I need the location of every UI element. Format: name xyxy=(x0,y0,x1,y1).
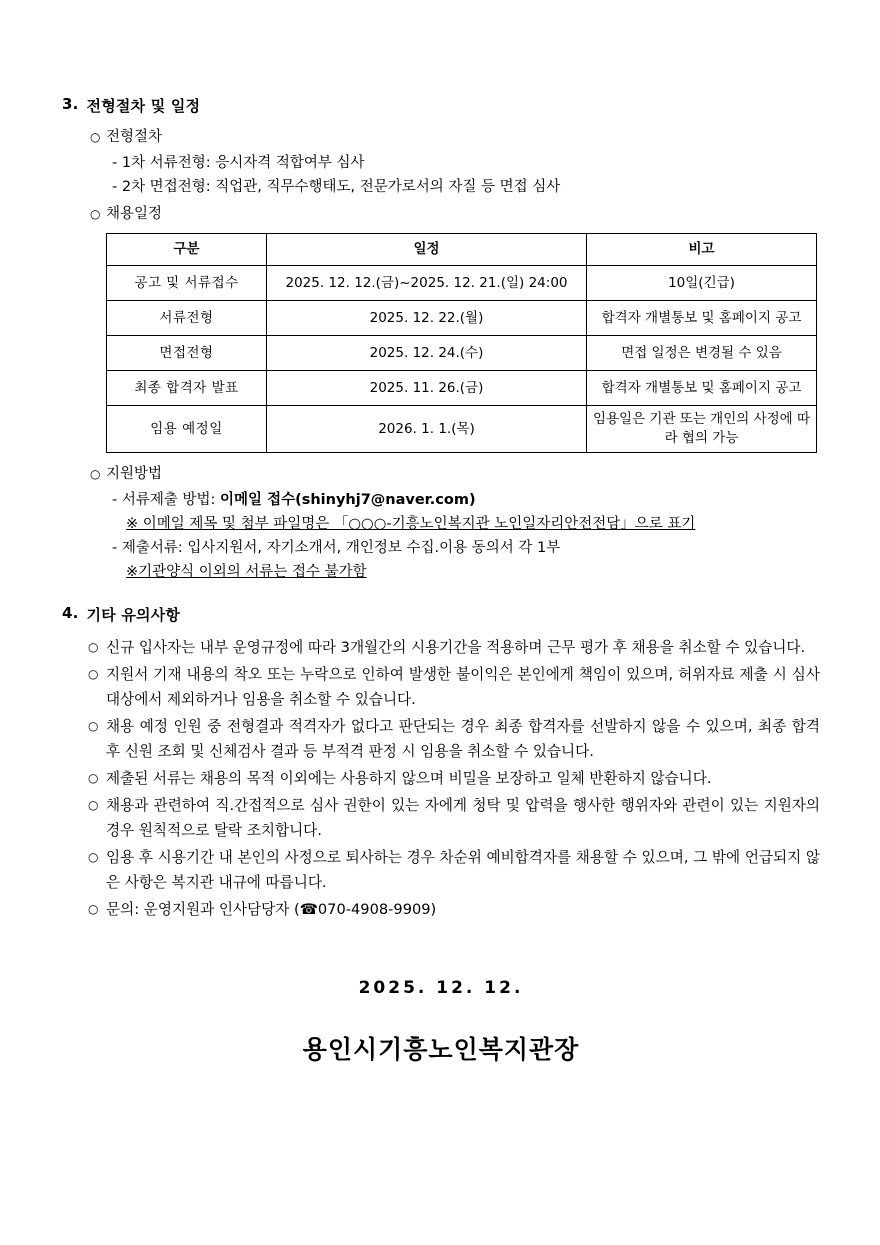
table-row xyxy=(107,406,817,453)
notice-text: 제출된 서류는 채용의 목적 이외에는 사용하지 않으며 비밀을 보장하고 일체 반환하지 않습니다. xyxy=(106,770,712,787)
apply-method-label: 지원방법 xyxy=(106,466,163,482)
section-4-heading xyxy=(62,604,820,625)
row-date: 2025. 12. 12.(금)~2025. 12. 21.(일) 24:00 xyxy=(267,266,587,301)
email-subject-note: ※ 이메일 제목 및 첨부 파일명은 「○○○-기흥노인복지관 노인일자리안전전담」으로 표기 xyxy=(126,516,696,532)
procedure-line-1: - 1차 서류전형: 응시자격 적합여부 심사 xyxy=(112,155,365,171)
section-3-title: 전형절차 및 일정 xyxy=(86,97,201,115)
notice-text: 채용과 관련하여 직.간접적으로 심사 권한이 있는 자에게 청탁 및 압력을 행사한 행위자와 관련이 있는 지원자의 경우 원칙적으로 탈락 조치합니다. xyxy=(106,797,820,839)
contact-text: 문의: 운영지원과 인사담당자 (☎070-4908-9909) xyxy=(106,901,437,918)
circle-bullet-icon: ○ xyxy=(88,798,99,812)
row-date: 2025. 12. 24.(수) xyxy=(267,336,587,371)
notice-text: 임용 후 시용기간 내 본인의 사정으로 퇴사하는 경우 차순위 예비합격자를 채용할 수 있으며, 그 밖에 언급되지 않은 사항은 복지관 내규에 따릅니다. xyxy=(106,849,820,891)
table-row xyxy=(107,301,817,336)
row-remark: 합격자 개별통보 및 홈페이지 공고 xyxy=(587,301,817,336)
notice-list xyxy=(88,635,820,922)
section-4-title: 기타 유의사항 xyxy=(86,606,181,624)
procedure-bullet xyxy=(90,126,820,148)
schedule-bullet xyxy=(90,203,820,225)
issuing-organization: 용인시기흥노인복지관장 xyxy=(302,1035,580,1064)
table-row xyxy=(107,371,817,406)
list-item xyxy=(88,662,820,712)
row-division: 면접전형 xyxy=(107,336,267,371)
table-header-date: 일정 xyxy=(267,234,587,266)
section-4-number: 4. xyxy=(62,604,79,622)
row-remark: 임용일은 기관 또는 개인의 사정에 따라 협의 가능 xyxy=(587,406,817,453)
list-item xyxy=(88,793,820,843)
list-item xyxy=(88,845,820,895)
row-division: 최종 합격자 발표 xyxy=(107,371,267,406)
list-item xyxy=(88,897,820,922)
row-remark: 합격자 개별통보 및 홈페이지 공고 xyxy=(587,371,817,406)
table-row xyxy=(107,266,817,301)
circle-bullet-icon: ○ xyxy=(88,771,99,785)
circle-bullet-icon: ○ xyxy=(90,467,101,481)
circle-bullet-icon: ○ xyxy=(88,902,99,916)
list-item xyxy=(88,766,820,791)
table-header-row xyxy=(107,234,817,266)
list-item xyxy=(88,635,820,660)
form-restriction-note: ※기관양식 이외의 서류는 접수 불가함 xyxy=(126,564,367,580)
row-remark: 10일(긴급) xyxy=(587,266,817,301)
notice-text: 지원서 기재 내용의 착오 또는 누락으로 인하여 발생한 불이익은 본인에게 책임이 있으며, 허위자료 제출 시 심사대상에서 제외하거나 임용을 취소할 수 있습니다. xyxy=(106,666,820,708)
procedure-label: 전형절차 xyxy=(106,129,163,145)
recruitment-schedule-table xyxy=(106,233,817,453)
row-date: 2025. 11. 26.(금) xyxy=(267,371,587,406)
submit-method-line xyxy=(112,488,820,512)
notice-text: 채용 예정 인원 중 전형결과 적격자가 없다고 판단되는 경우 최종 합격자를 선발하지 않을 수 있으며, 최종 합격 후 신원 조회 및 신체검사 결과 등 부적격 판정 시 임용을 취소할 수 있습니다. xyxy=(106,718,820,760)
submit-documents-line: - 제출서류: 입사지원서, 자기소개서, 개인정보 수집.이용 동의서 각 1부 xyxy=(112,540,561,556)
notice-text: 신규 입사자는 내부 운영규정에 따라 3개월간의 시용기간을 적용하며 근무 평가 후 채용을 취소할 수 있습니다. xyxy=(106,639,806,656)
row-date: 2025. 12. 22.(월) xyxy=(267,301,587,336)
circle-bullet-icon: ○ xyxy=(88,719,99,733)
row-division: 공고 및 서류접수 xyxy=(107,266,267,301)
row-division: 임용 예정일 xyxy=(107,406,267,453)
submit-method-email: 이메일 접수(shinyhj7@naver.com) xyxy=(220,492,476,508)
section-3-heading xyxy=(62,95,820,116)
section-3-number: 3. xyxy=(62,95,79,113)
submit-method-prefix: - 서류제출 방법: xyxy=(112,492,220,508)
row-division: 서류전형 xyxy=(107,301,267,336)
table-header-remark: 비고 xyxy=(587,234,817,266)
row-remark: 면접 일정은 변경될 수 있음 xyxy=(587,336,817,371)
table-header-division: 구분 xyxy=(107,234,267,266)
table-row xyxy=(107,336,817,371)
circle-bullet-icon: ○ xyxy=(90,130,101,144)
circle-bullet-icon: ○ xyxy=(90,207,101,221)
circle-bullet-icon: ○ xyxy=(88,667,99,681)
list-item xyxy=(88,714,820,764)
circle-bullet-icon: ○ xyxy=(88,850,99,864)
document-date: 2025. 12. 12. xyxy=(358,978,524,998)
apply-method-bullet xyxy=(90,463,820,485)
procedure-line-2: - 2차 면접전형: 직업관, 직무수행태도, 전문가로서의 자질 등 면접 심사 xyxy=(112,179,561,195)
circle-bullet-icon: ○ xyxy=(88,640,99,654)
row-date: 2026. 1. 1.(목) xyxy=(267,406,587,453)
schedule-label: 채용일정 xyxy=(106,206,163,222)
